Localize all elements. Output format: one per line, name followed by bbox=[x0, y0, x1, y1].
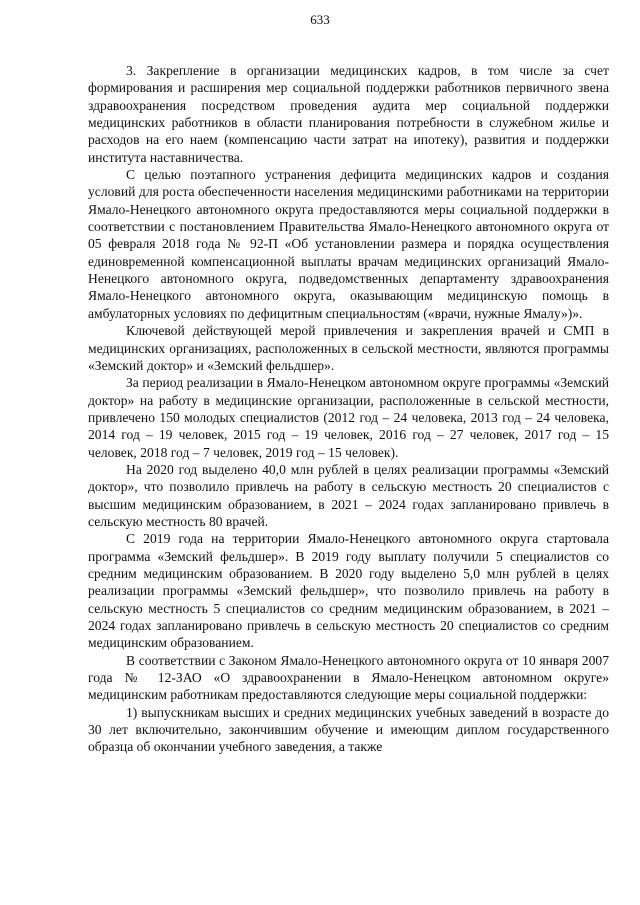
document-body bbox=[88, 62, 609, 756]
paragraph-social-support-measures: С целью поэтапного устранения дефицита медицинских кадров и создания условий для роста обеспеченности населения медицинскими работниками на территории Ямало-Ненецкого автономного округа предоставляются меры социальной поддержки в соответствии с постановлением Правительства Ямало-Ненецкого автономного округа от 05 февраля 2018 года № 92-П «Об установлении размера и порядка осуществления единовременной компенсационной выплаты врачам медицинских организаций Ямало-Ненецкого автономного округа, подведомственных департаменту здравоохранения Ямало-Ненецкого автономного округа, оказывающим медицинскую помощь в амбулаторных условиях по дефицитным специальностям («врачи, нужные Ямалу»)». bbox=[88, 167, 609, 321]
paragraph-zemsky-doctor-2020: На 2020 год выделено 40,0 млн рублей в целях реализации программы «Земский доктор», что позволило привлечь на работу в сельскую местность 20 специалистов с высшим медицинским образованием, в 2021 – 2024 годах запланировано привлечь в сельскую местность 80 врачей. bbox=[88, 461, 609, 529]
paragraph-zemsky-doctor-results: За период реализации в Ямало-Ненецком автономном округе программы «Земский доктор» на работу в медицинские организации, расположенные в сельской местности, привлечено 150 молодых специалистов (2012 год – 24 человека, 2013 год – 24 человека, 2014 год – 19 человек, 2015 год – 19 человек, 2016 год – 27 человек, 2017 год – 15 человек, 2018 год – 7 человек, 2019 год – 15 человек). bbox=[88, 375, 609, 460]
page-number: 633 bbox=[310, 12, 330, 27]
paragraph-staff-retention: 3. Закрепление в организации медицинских кадров, в том числе за счет формирования и расширения мер социальной поддержки работников первичного звена здравоохранения посредством проведения аудита мер социальной поддержки медицинских работников в области планирования потребности в служебном жилье и расходов на его наем (компенсацию части затрат на ипотеку), развития и поддержки института наставничества. bbox=[88, 63, 609, 165]
paragraph-list-item-1: 1) выпускникам высших и средних медицинских учебных заведений в возрасте до 30 лет включительно, закончившим обучение и имеющим диплом государственного образца об окончании учебного заведения, а также bbox=[88, 704, 609, 755]
paragraph-regional-law: В соответствии с Законом Ямало-Ненецкого автономного округа от 10 января 2007 года № 12-ЗАО «О здравоохранении в Ямало-Ненецком автономном округе» медицинским работникам предоставляются следующие меры социальной поддержки: bbox=[88, 652, 609, 703]
paragraph-key-measure: Ключевой действующей мерой привлечения и закрепления врачей и СМП в медицинских организациях, расположенных в сельской местности, являются программы «Земский доктор» и «Земский фельдшер». bbox=[88, 323, 609, 373]
paragraph-zemsky-feldsher: С 2019 года на территории Ямало-Ненецкого автономного округа стартовала программа «Земский фельдшер». В 2019 году выплату получили 5 специалистов со средним медицинским образованием. В 2020 году выделено 5,0 млн рублей в целях реализации программы «Земский фельдшер», что позволило привлечь на работу в сельскую местность 5 специалистов со средним медицинским образованием, в 2021 – 2024 годах запланировано привлечь в сельскую местность 20 специалистов со средним медицинским образованием. bbox=[88, 531, 609, 651]
